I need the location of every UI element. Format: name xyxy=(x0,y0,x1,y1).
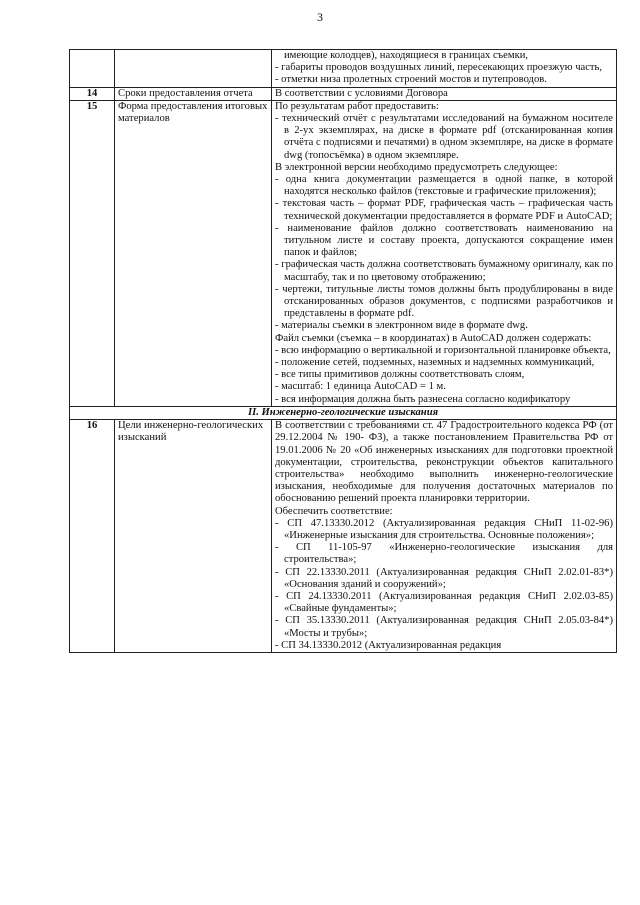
content-line: - чертежи, титульные листы томов должны быть продублированы в виде отсканированных образов документов, с подписями разработчиков и представлены в формате pdf. xyxy=(275,283,613,320)
row-number xyxy=(70,50,115,88)
table-row xyxy=(70,100,617,406)
row-title: Цели инженерно-геологических изысканий xyxy=(115,420,272,653)
content-line: - одна книга документации размещается в одной папке, в которой находятся несколько файлов (текстовые и графические приложения); xyxy=(275,174,613,198)
content-line: - наименование файлов должно соответствовать наименованию на титульном листе и составу проекта, допускаются сокращение имен папок и файлов; xyxy=(275,222,613,259)
content-line: - текстовая часть – формат PDF, графическая часть – графическая часть технической документации предоставляется в формате PDF и AutoCAD; xyxy=(275,198,613,222)
content-line: - положение сетей, подземных, наземных и надземных коммуникаций, xyxy=(275,357,595,369)
content-line: - графическая часть должна соответствовать бумажному оригиналу, как по масштабу, так и по цветовому отображению; xyxy=(275,259,613,283)
content-line: - материалы съемки в электронном виде в формате dwg. xyxy=(275,320,528,332)
table-row xyxy=(70,50,617,88)
content-line: Файл съемки (съемка – в координатах) в AutoCAD должен содержать: xyxy=(275,332,592,344)
content-line: - технический отчёт с результатами исследований на бумажном носителе в 2-ух экземплярах, на диске в формате pdf (отсканированная копия отчёта с подписями и печатями) в одном экземпляре, на диске в формате dwg (топосъёмка) в одном экземпляре. xyxy=(275,113,613,161)
section-title: II. Инженерно-геологические изыскания xyxy=(70,406,617,419)
row-number: 15 xyxy=(70,100,115,406)
content-line: - СП 24.13330.2011 (Актуализированная редакция СНиП 2.02.03-85) «Свайные фундаменты»; xyxy=(275,590,613,615)
content-line: - габариты проводов воздушных линий, пересекающих проезжую часть, xyxy=(275,62,603,74)
content-line: - СП 34.13330.2012 (Актуализированная редакция xyxy=(275,639,502,651)
page-number: 3 xyxy=(317,10,323,24)
row-content xyxy=(272,100,617,406)
content-line: - СП 11-105-97 «Инженерно-геологические изыскания для строительства»; xyxy=(275,542,613,566)
content-line: В электронной версии необходимо предусмотреть следующее: xyxy=(275,161,558,173)
content-line: По результатам работ предоставить: xyxy=(275,100,439,112)
content-line: - всю информацию о вертикальной и горизонтальной планировке объекта, xyxy=(275,344,611,356)
content-line: - СП 22.13330.2011 (Актуализированная редакция СНиП 2.02.01-83*) «Основания зданий и сооружений»; xyxy=(275,566,613,590)
section-header-row xyxy=(70,406,617,419)
row-title: Форма предоставления итоговых материалов xyxy=(115,100,272,406)
row-title xyxy=(115,50,272,88)
requirements-table xyxy=(69,49,617,653)
row-content: В соответствии с условиями Договора xyxy=(272,87,617,100)
content-line: Обеспечить соответствие: xyxy=(275,505,393,517)
row-number: 16 xyxy=(70,420,115,653)
row-content xyxy=(272,420,617,653)
row-number: 14 xyxy=(70,87,115,100)
content-line: - СП 47.13330.2012 (Актуализированная редакция СНиП 11-02-96) «Инженерные изыскания для строительства. Основные положения»; xyxy=(275,517,613,541)
content-line: - вся информация должна быть разнесена согласно кодификатору xyxy=(275,393,571,405)
table-row xyxy=(70,87,617,100)
content-line: В соответствии с требованиями ст. 47 Градостроительного кодекса РФ (от 29.12.2004 № 190- ФЗ), а также постановлением Правительства РФ от 19.01.2006 № 20 «Об инженерных изысканиях для подготовки проектной документации, строительства, реконструкции объектов капитального строительства» необходимо выполнить инженерно-геологические изыскания, необходимые для получения достаточных материалов по обоснованию решений проекта планировки территории. xyxy=(275,420,613,505)
content-line: - все типы примитивов должны соответствовать слоям, xyxy=(275,369,525,381)
content-line: имеющие колодцев), находящиеся в границах съемки, xyxy=(284,50,529,61)
content-line: - отметки низа пролетных строений мостов и путепроводов. xyxy=(275,74,547,86)
content-line: - масштаб: 1 единица AutoCAD = 1 м. xyxy=(275,381,446,393)
row-title: Сроки предоставления отчета xyxy=(115,87,272,100)
table-row xyxy=(70,420,617,653)
row-content xyxy=(272,50,617,88)
content-line: - СП 35.13330.2011 (Актуализированная редакция СНиП 2.05.03-84*) «Мосты и трубы»; xyxy=(275,615,613,639)
